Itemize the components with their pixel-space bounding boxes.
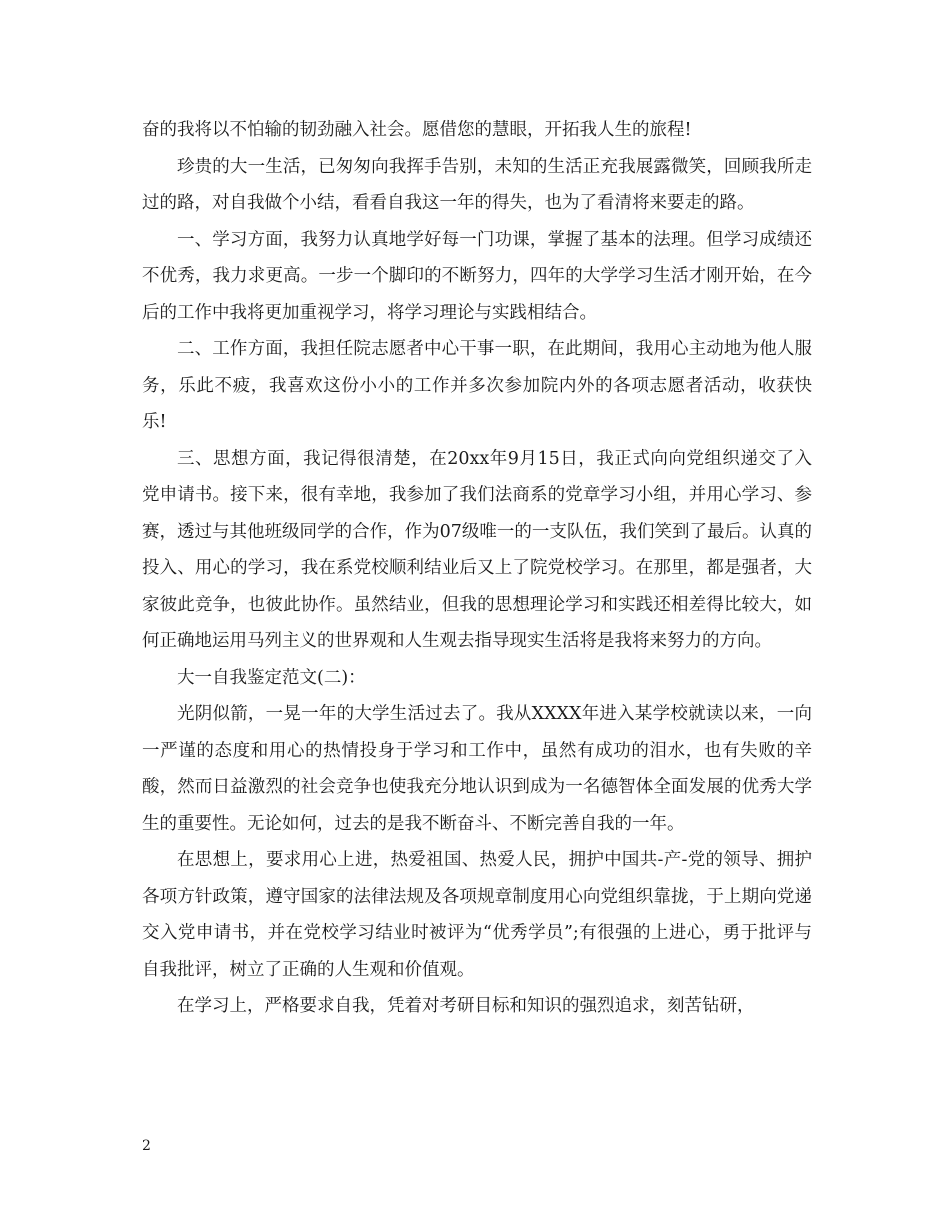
paragraph-ideology: 在思想上，要求用心上进，热爱祖国、热爱人民，拥护中国共-产-党的领导、拥护各项方针政策，遵守国家的法律法规及各项规章制度用心向党组织靠拢，于上期向党递交入党申请书，并在党校学习结业时被评为“优秀学员”;有很强的上进心，勇于批评与自我批评，树立了正确的人生观和价值观。 xyxy=(142,850,812,980)
paragraph-work: 二、工作方面，我担任院志愿者中心干事一职，在此期间，我用心主动地为他人服务，乐此不疲，我喜欢这份小小的工作并多次参加院内外的各项志愿者活动，收获快乐! xyxy=(142,339,812,432)
paragraph-continuation: 奋的我将以不怕输的韧劲融入社会。愿借您的慧眼，开拓我人生的旅程! xyxy=(142,120,692,140)
page-number: 2 xyxy=(142,1138,151,1154)
paragraph-study: 一、学习方面，我努力认真地学好每一门功课，掌握了基本的法理。但学习成绩还不优秀，我力求更高。一步一个脚印的不断努力，四年的大学学习生活才刚开始，在今后的工作中我将更加重视学习，将学习理论与实践相结合。 xyxy=(142,229,812,323)
paragraph-time: 光阴似箭，一晃一年的大学生活过去了。我从XXXX年进入某学校就读以来，一向一严谨的态度和用心的热情投身于学习和工作中，虽然有成功的泪水，也有失败的辛酸，然而日益激烈的社会竞争也使我充分地认识到成为一名德智体全面发展的优秀大学生的重要性。无论如何，过去的是我不断奋斗、不断完善自我的一年。 xyxy=(142,704,812,834)
document-body xyxy=(142,112,812,1025)
section-heading: 大一自我鉴定范文(二)： xyxy=(177,667,366,688)
paragraph-learning: 在学习上，严格要求自我，凭着对考研目标和知识的强烈追求，刻苦钻研， xyxy=(177,996,755,1016)
paragraph-intro: 珍贵的大一生活，已匆匆向我挥手告别，未知的生活正充我展露微笑，回顾我所走过的路，对自我做个小结，看看自我这一年的得失，也为了看清将来要走的路。 xyxy=(142,156,812,213)
paragraph-thought: 三、思想方面，我记得很清楚，在20xx年9月15日，我正式向向党组织递交了入党申请书。接下来，很有幸地，我参加了我们法商系的党章学习小组，并用心学习、参赛，透过与其他班级同学的合作，作为07级唯一的一支队伍，我们笑到了最后。认真的投入、用心的学习，我在系党校顺利结业后又上了院党校学习。在那里，都是强者，大家彼此竞争，也彼此协作。虽然结业，但我的思想理论学习和实践还相差得比较大，如何正确地运用马列主义的世界观和人生观去指导现实生活将是我将来努力的方向。 xyxy=(142,448,812,651)
